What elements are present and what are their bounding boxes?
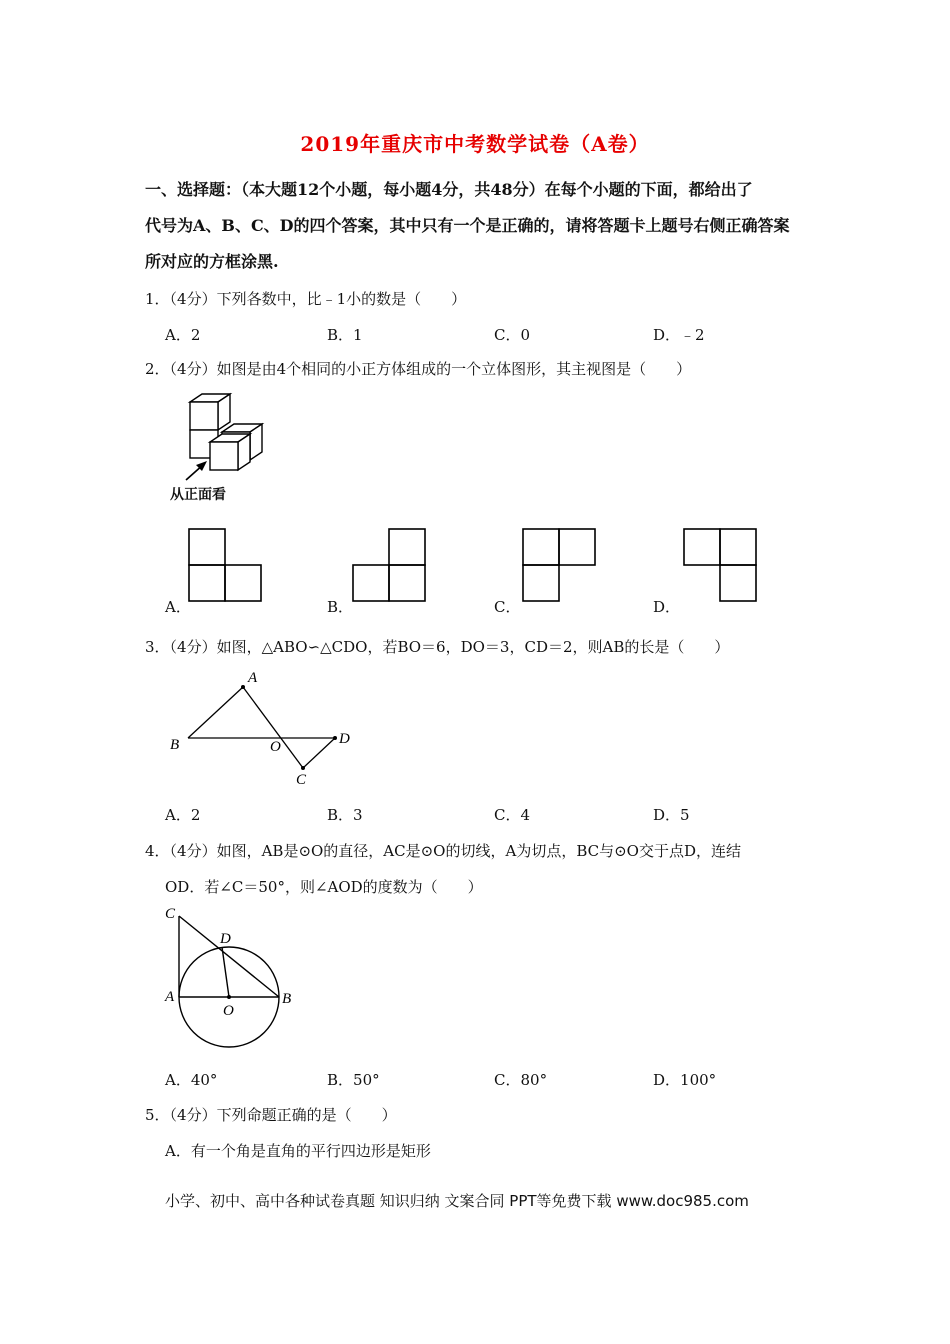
question-4-stem-line-1: 4．（4分）如图，AB是⊙O的直径，AC是⊙O的切线，A为切点，BC与⊙O交于点D，连结 xyxy=(145,842,741,860)
page-footer: 小学、初中、高中各种试卷真题 知识归纳 文案合同 PPT等免费下载 www.doc985.com xyxy=(165,1192,749,1210)
q3-label-b: B xyxy=(170,737,180,753)
q4-option-c[interactable]: C．80° xyxy=(494,1071,548,1089)
page-title: 2019年重庆市中考数学试卷（A卷） xyxy=(300,132,650,156)
q2-option-c[interactable]: C． xyxy=(494,598,521,616)
q3-label-d: D xyxy=(339,731,350,747)
q1-option-d[interactable]: D．﹣2 xyxy=(653,326,705,344)
q4-option-b[interactable]: B．50° xyxy=(327,1071,380,1089)
q4-label-d: D xyxy=(220,931,231,947)
q3-label-o: O xyxy=(270,739,281,755)
q2-option-a-figure xyxy=(188,528,263,603)
section-heading-line-1: 一、选择题：（本大题12个小题，每小题4分，共48分）在每个小题的下面，都给出了 xyxy=(145,180,753,199)
question-3-stem: 3．（4分）如图，△ABO∽△CDO，若BO＝6，DO＝3，CD＝2，则AB的长是（ ） xyxy=(145,638,730,656)
q3-option-b[interactable]: B．3 xyxy=(327,806,363,824)
q2-option-b-figure xyxy=(352,528,427,603)
q2-option-c-figure xyxy=(522,528,597,603)
q2-option-d-figure xyxy=(683,528,758,603)
q4-label-a: A xyxy=(165,989,175,1005)
q2-option-b[interactable]: B． xyxy=(327,598,354,616)
q3-option-c[interactable]: C．4 xyxy=(494,806,531,824)
q4-label-b: B xyxy=(282,991,292,1007)
q2-option-a[interactable]: A． xyxy=(165,598,191,616)
q4-option-a[interactable]: A．40° xyxy=(165,1071,218,1089)
q3-label-a: A xyxy=(248,670,258,686)
question-1-stem: 1．（4分）下列各数中，比﹣1小的数是（ ） xyxy=(145,290,467,308)
q1-option-c[interactable]: C．0 xyxy=(494,326,531,344)
q3-option-d[interactable]: D．5 xyxy=(653,806,690,824)
section-heading-line-3: 所对应的方框涂黑. xyxy=(145,252,279,271)
question-5-stem: 5．（4分）下列命题正确的是（ ） xyxy=(145,1106,397,1124)
q1-option-b[interactable]: B．1 xyxy=(327,326,363,344)
q4-label-c: C xyxy=(165,906,176,922)
section-heading-line-2: 代号为A、B、C、D的四个答案，其中只有一个是正确的，请将答题卡上题号右侧正确答案 xyxy=(145,216,790,235)
question-4-stem-line-2: OD．若∠C＝50°，则∠AOD的度数为（ ） xyxy=(165,878,483,896)
q2-option-d[interactable]: D． xyxy=(653,598,681,616)
q4-label-o: O xyxy=(223,1003,234,1019)
q3-label-c: C xyxy=(296,772,307,788)
question-2-stem: 2．（4分）如图是由4个相同的小正方体组成的一个立体图形，其主视图是（ ） xyxy=(145,360,692,378)
q2-view-caption: 从正面看 xyxy=(170,487,226,503)
q3-option-a[interactable]: A．2 xyxy=(165,806,201,824)
q4-option-d[interactable]: D．100° xyxy=(653,1071,717,1089)
q3-triangle-figure xyxy=(160,665,360,790)
q1-option-a[interactable]: A．2 xyxy=(165,326,201,344)
q5-option-a[interactable]: A．有一个角是直角的平行四边形是矩形 xyxy=(165,1142,431,1160)
q4-circle-figure xyxy=(160,902,300,1057)
